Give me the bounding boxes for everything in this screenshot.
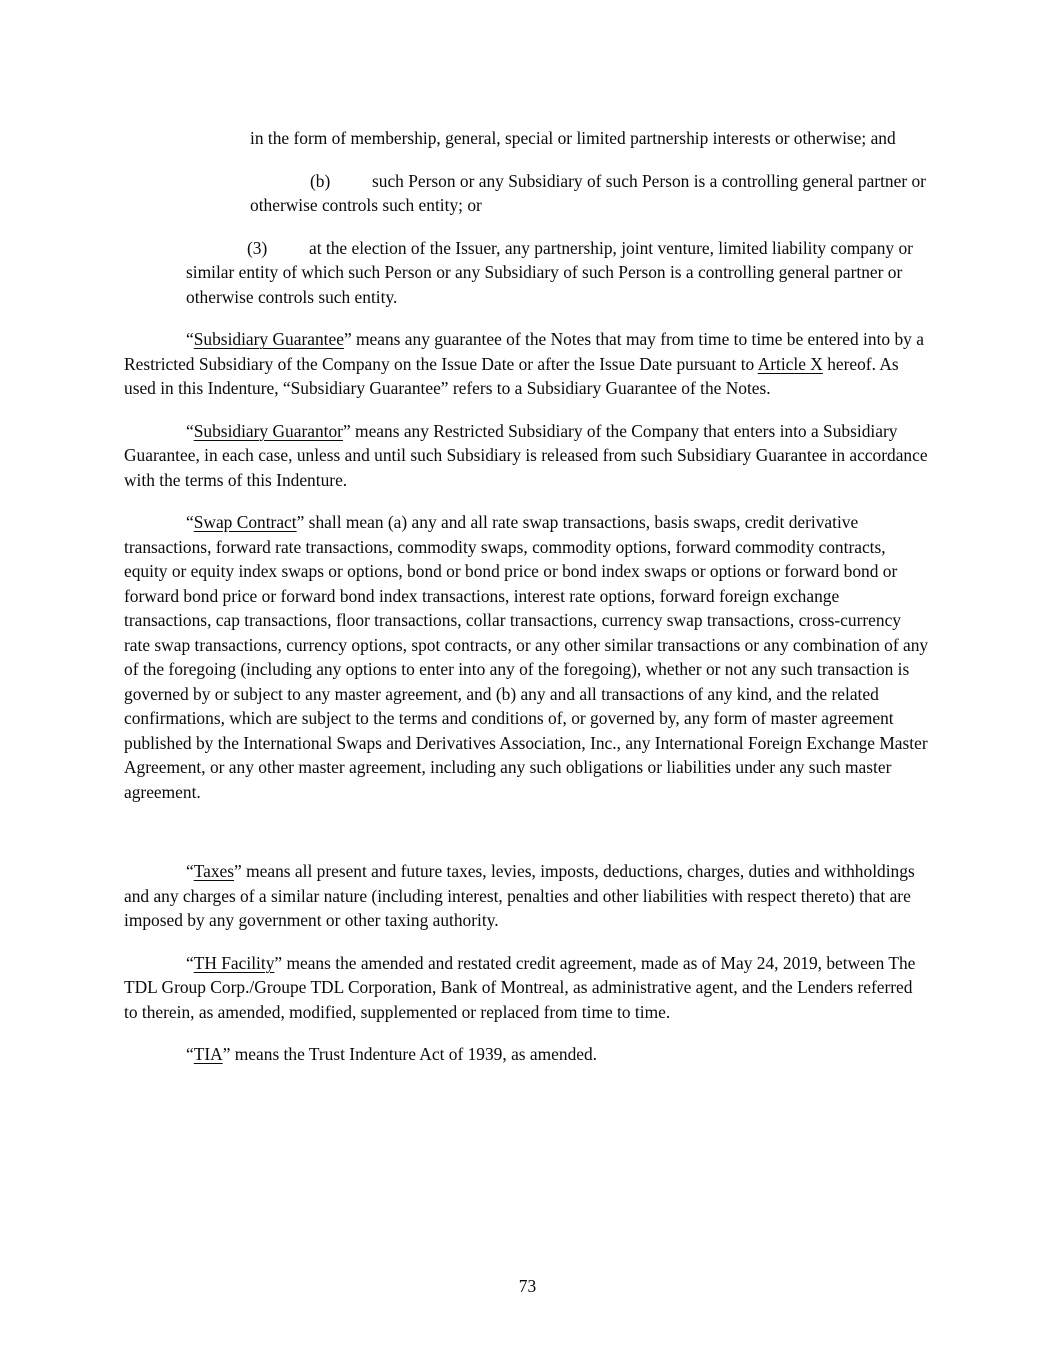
- open-quote: “: [186, 512, 194, 532]
- definition-text: ” means all present and future taxes, levies, imposts, deductions, charges, duties and withholdings and any charges of a similar nature (including interest, penalties and other liabilities with respect thereto) that are imposed by any government or other taxing authority.: [124, 861, 915, 930]
- definition-text: ” means any guarantee of the Notes that may from time to time be entered into by a Restricted Subsidiary of the Company on the Issue Date or after the Issue Date pursuant to: [124, 329, 924, 374]
- definition-subsidiary-guarantor: [124, 419, 930, 493]
- definition-text: ” means any Restricted Subsidiary of the Company that enters into a Subsidiary Guarantee, in each case, unless and until such Subsidiary is released from such Subsidiary Guarantee in accordance with the terms of this Indenture.: [124, 420, 928, 490]
- definition-tia: [124, 1042, 930, 1067]
- paragraph-membership-interests: [250, 126, 930, 151]
- clause-b: [250, 169, 930, 218]
- definition-taxes: [124, 859, 930, 933]
- open-quote: “: [186, 1044, 194, 1064]
- clause-3-text: at the election of the Issuer, any partnership, joint venture, limited liability company or similar entity of which such Person or any Subsidiary of such Person is a controlling general partner or otherwise controls such entity.: [186, 237, 913, 307]
- defined-term-tia: TIA: [193, 1044, 223, 1064]
- defined-term-th-facility: TH Facility: [193, 952, 275, 973]
- definition-text: ” means the Trust Indenture Act of 1939, as amended.: [222, 1044, 598, 1064]
- definition-swap-contract: [124, 510, 930, 804]
- clause-3: [186, 236, 930, 310]
- definition-text: ” shall mean (a) any and all rate swap transactions, basis swaps, credit derivative transactions, forward rate transactions, commodity swaps, commodity options, forward commodity contracts, equity or equity index swaps or options, bond or bond price or bond index swaps or options or forward bond or forward bond price or forward bond index transactions, interest rate options, forward foreign exchange transactions, cap transactions, floor transactions, collar transactions, currency swap transactions, cross-currency rate swap transactions, currency options, spot contracts, or any other similar transactions or any combination of any of the foregoing (including any options to enter into any of the foregoing), whether or not any such transaction is governed by or subject to any master agreement, and (b) any and all transactions of any kind, and the related confirmations, which are subject to the terms and conditions of, or governed by, any form of master agreement published by the International Swaps and Derivatives Association, Inc., any International Foreign Exchange Master Agreement, or any other master agreement, including any such obligations or liabilities under any such master agreement.: [124, 512, 929, 802]
- open-quote: “: [186, 952, 194, 973]
- clause-b-marker: (b): [310, 170, 331, 191]
- defined-term-subsidiary-guarantor: Subsidiary Guarantor: [193, 420, 343, 441]
- definition-text: hereof. As used in this Indenture, “Subsidiary Guarantee” refers to a Subsidiary Guarantee of the Notes.: [124, 353, 899, 398]
- open-quote: “: [186, 861, 194, 881]
- defined-term-taxes: Taxes: [193, 861, 235, 881]
- definition-text: ” means the amended and restated credit agreement, made as of May 24, 2019, between The TDL Group Corp./Groupe TDL Corporation, Bank of Montreal, as administrative agent, and the Lenders referred to therein, as amended, modified, supplemented or replaced from time to time.: [124, 952, 916, 1022]
- article-x-reference: Article X: [757, 353, 823, 374]
- page-number: 73: [518, 1276, 537, 1296]
- definition-th-facility: [124, 951, 930, 1025]
- defined-term-subsidiary-guarantee: Subsidiary Guarantee: [193, 329, 344, 349]
- clause-b-text: such Person or any Subsidiary of such Person is a controlling general partner or otherwise controls such entity; or: [250, 170, 926, 215]
- open-quote: “: [186, 420, 194, 441]
- paragraph-text: in the form of membership, general, special or limited partnership interests or otherwise; and: [250, 128, 896, 148]
- open-quote: “: [186, 329, 194, 349]
- clause-3-marker: (3): [247, 237, 268, 258]
- defined-term-swap-contract: Swap Contract: [193, 512, 297, 532]
- definition-subsidiary-guarantee: [124, 327, 930, 401]
